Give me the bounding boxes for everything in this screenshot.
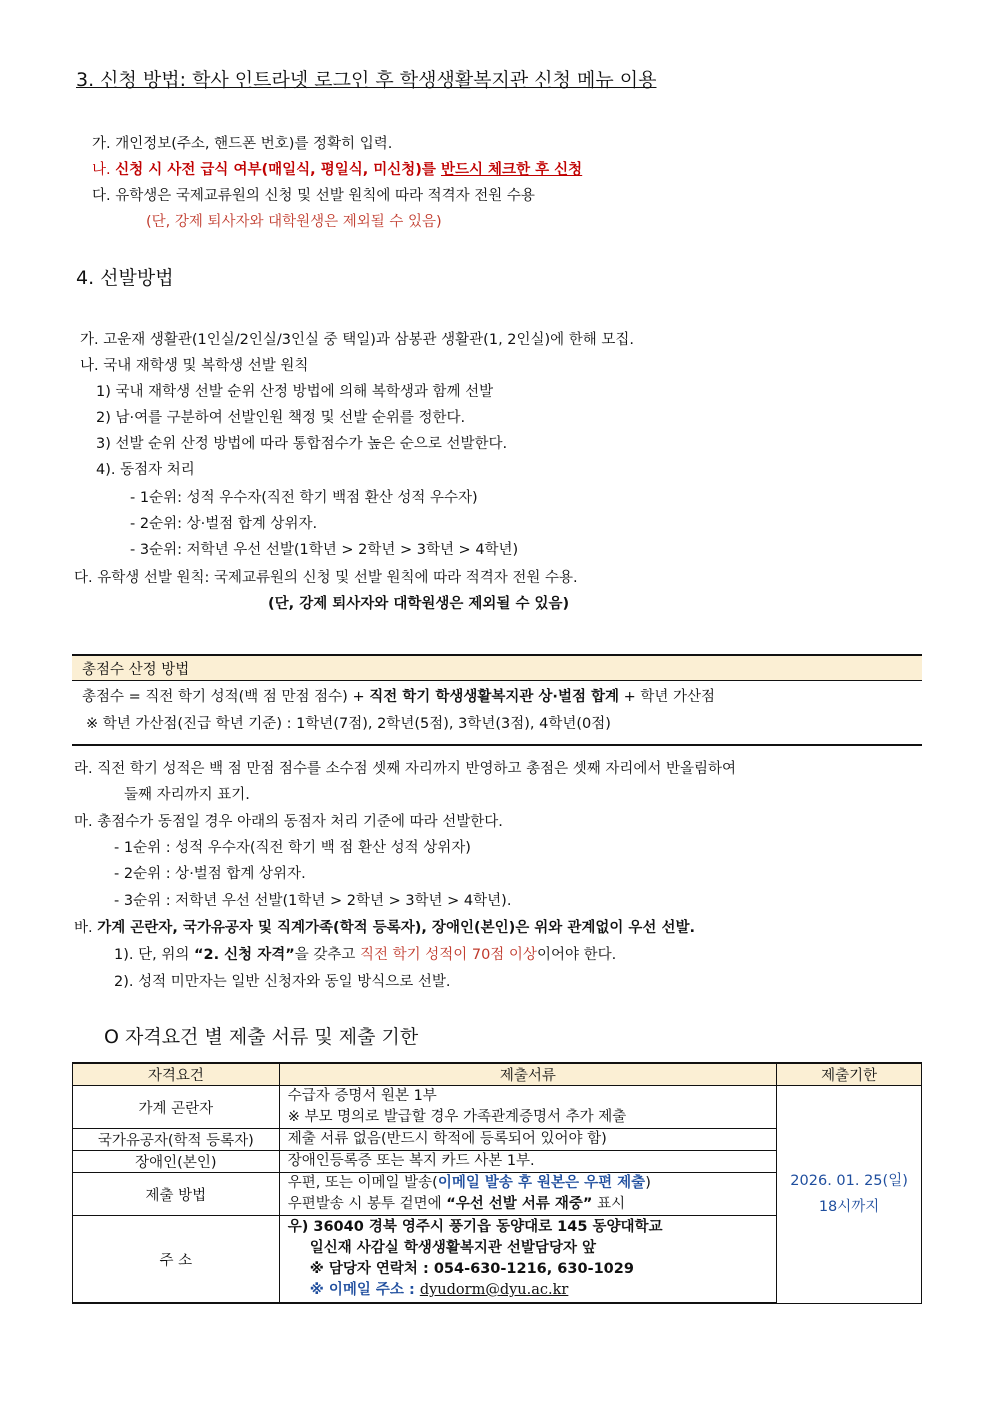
s4-item-ma: 마. 총점수가 동점일 경우 아래의 동점자 처리 기준에 따라 선발한다. — [74, 814, 503, 830]
score-method-box — [72, 654, 922, 746]
docs-method-detail — [279, 1173, 776, 1216]
s4-ba-1 — [114, 945, 616, 965]
docs-deadline-time: 18시까지 — [818, 1199, 880, 1216]
s4-item-na: 나. 국내 재학생 및 복학생 선발 원칙 — [80, 358, 309, 374]
s4-na-3: 3) 선발 순위 산정 방법에 따라 통합점수가 높은 순으로 선발한다. — [96, 436, 508, 452]
docs-row-low-income — [73, 1086, 922, 1129]
s4-item-da: 다. 유학생 선발 원칙: 국제교류원의 신청 및 선발 원칙에 따라 적격자 전원 수용. — [74, 570, 578, 586]
s3-na-red-underlined: 반드시 체크한 후 신청 — [440, 162, 583, 178]
docs-disabled-doc: 장애인등록증 또는 복지 카드 사본 1부. — [279, 1151, 776, 1173]
docs-low-income-doc2: ※ 부모 명의로 발급할 경우 가족관계증명서 추가 제출 — [287, 1109, 627, 1125]
s3-item-da: 다. 유학생은 국제교류원의 신청 및 선발 원칙에 따라 적격자 전원 수용 — [92, 188, 535, 204]
s3-na-prefix: 나. — [92, 162, 116, 178]
docs-email-link[interactable]: dyudorm@dyu.ac.kr — [419, 1282, 569, 1298]
docs-header-row — [73, 1063, 922, 1086]
s4-ba1-e: 이어야 한다. — [536, 947, 617, 963]
docs-disabled-label: 장애인(본인) — [73, 1151, 280, 1173]
score-formula-b: 직전 학기 학생생활복지관 상·벌점 합계 — [369, 689, 620, 705]
docs-table — [72, 1062, 922, 1304]
s4-ba-bold: 가계 곤란자, 국가유공자 및 직계가족(학적 등록자), 장애인(본인)은 위와 관계없이 우선 선발. — [97, 920, 695, 936]
s4-item-ga: 가. 고운재 생활관(1인실/2인실/3인실 중 택일)과 삼봉관 생활관(1, 2인실)에 한해 모집. — [80, 332, 635, 348]
s4-item-ba — [74, 918, 695, 938]
docs-email-label: ※ 이메일 주소 : — [309, 1282, 420, 1298]
s3-item-ga: 가. 개인정보(주소, 핸드폰 번호)를 정확히 입력. — [92, 136, 393, 152]
s4-ba1-c: 을 갖추고 — [294, 947, 360, 963]
score-grade-bonus: ※ 학년 가산점(진급 학년 기준) : 1학년(7점), 2학년(5점), 3학년(3점), 4학년(0점) — [86, 716, 611, 732]
s4-tie-3: - 3순위: 저학년 우선 선발(1학년 > 2학년 > 3학년 > 4학년) — [130, 542, 519, 558]
score-formula-c: + 학년 가산점 — [619, 689, 716, 705]
docs-method-line2-c: 표시 — [592, 1196, 626, 1212]
s4-ma-3: - 3순위 : 저학년 우선 선발(1학년 > 2학년 > 3학년 > 4학년). — [114, 893, 512, 909]
docs-deadline-date: 2026. 01. 25(일) — [790, 1173, 908, 1190]
docs-method-line1-c: ) — [645, 1175, 651, 1191]
docs-method-line2-a: 우편발송 시 봉투 겉면에 — [287, 1196, 447, 1212]
docs-method-line2-bold: “우선 선발 서류 재중” — [446, 1196, 593, 1212]
score-method-header-text: 총점수 산정 방법 — [82, 662, 190, 678]
section4-title: 4. 선발방법 — [76, 267, 174, 289]
docs-method-label: 제출 방법 — [73, 1173, 280, 1216]
docs-method-line1 — [288, 1173, 776, 1194]
docs-address-line2: 일신재 사감실 학생생활복지관 선발담당자 앞 — [309, 1240, 597, 1256]
s4-ba1-red: 직전 학기 성적이 70점 이상 — [359, 947, 537, 963]
docs-deadline — [777, 1086, 922, 1304]
section3-title: 3. 신청 방법: 학사 인트라넷 로그인 후 학생생활복지관 신청 메뉴 이용 — [76, 69, 657, 91]
docs-header-documents: 제출서류 — [279, 1063, 776, 1086]
docs-low-income-docs — [279, 1086, 776, 1129]
s4-na-1: 1) 국내 재학생 선발 순위 산정 방법에 의해 복학생과 함께 선발 — [96, 384, 494, 400]
s4-item-ra: 라. 직전 학기 성적은 백 점 만점 점수를 소수점 셋째 자리까지 반영하고 총점은 셋째 자리에서 반올림하여 — [74, 761, 737, 777]
docs-method-line1-a: 우편, 또는 이메일 발송( — [287, 1175, 438, 1191]
s4-tie-1: - 1순위: 성적 우수자(직전 학기 백점 환산 성적 우수자) — [130, 490, 478, 506]
docs-header-qualification: 자격요건 — [73, 1063, 280, 1086]
docs-address-detail — [279, 1216, 776, 1304]
docs-method-line2 — [288, 1194, 776, 1215]
score-formula — [82, 687, 715, 707]
s4-ba-2: 2). 성적 미만자는 일반 신청자와 동일 방식으로 선발. — [114, 974, 451, 990]
s3-da-note: (단, 강제 퇴사자와 대학원생은 제외될 수 있음) — [146, 214, 442, 230]
docs-header-deadline: 제출기한 — [777, 1063, 922, 1086]
docs-address-label: 주 소 — [73, 1216, 280, 1304]
s4-da-note: (단, 강제 퇴사자와 대학원생은 제외될 수 있음) — [268, 596, 570, 612]
s4-item-ra-cont: 둘째 자리까지 표기. — [124, 787, 250, 803]
s3-na-red: 신청 시 사전 급식 여부(매일식, 평일식, 미신청)를 — [115, 162, 441, 178]
s3-item-na — [92, 160, 582, 180]
docs-title: O 자격요건 별 제출 서류 및 제출 기한 — [104, 1026, 419, 1048]
s4-ba1-b: “2. 신청 자격” — [193, 947, 295, 963]
docs-method-line1-highlight: 이메일 발송 후 원본은 우편 제출 — [437, 1175, 646, 1191]
docs-address-line1: 우) 36040 경북 영주시 풍기읍 동양대로 145 동양대학교 — [287, 1219, 663, 1235]
s4-ba1-a: 1). 단, 위의 — [114, 947, 194, 963]
s4-na-4: 4). 동점자 처리 — [96, 462, 195, 478]
docs-email-line — [288, 1280, 776, 1301]
s4-ma-2: - 2순위 : 상·벌점 합계 상위자. — [114, 866, 306, 882]
s4-na-2: 2) 남·여를 구분하여 선발인원 책정 및 선발 순위를 정한다. — [96, 410, 466, 426]
docs-low-income-label: 가계 곤란자 — [73, 1086, 280, 1129]
docs-veteran-doc: 제출 서류 없음(반드시 학적에 등록되어 있어야 함) — [279, 1129, 776, 1151]
docs-veteran-label: 국가유공자(학적 등록자) — [73, 1129, 280, 1151]
docs-low-income-doc1: 수급자 증명서 원본 1부 — [287, 1088, 437, 1104]
s4-ba-prefix: 바. — [74, 920, 98, 936]
score-box-bottom-rule — [72, 744, 922, 746]
score-method-header — [72, 654, 922, 681]
s4-tie-2: - 2순위: 상·벌점 합계 상위자. — [130, 516, 318, 532]
score-formula-a: 총점수 = 직전 학기 성적(백 점 만점 점수) + — [82, 689, 370, 705]
docs-contact-phone: ※ 담당자 연락처 : 054-630-1216, 630-1029 — [309, 1261, 634, 1277]
s4-ma-1: - 1순위 : 성적 우수자(직전 학기 백 점 환산 성적 상위자) — [114, 840, 471, 856]
